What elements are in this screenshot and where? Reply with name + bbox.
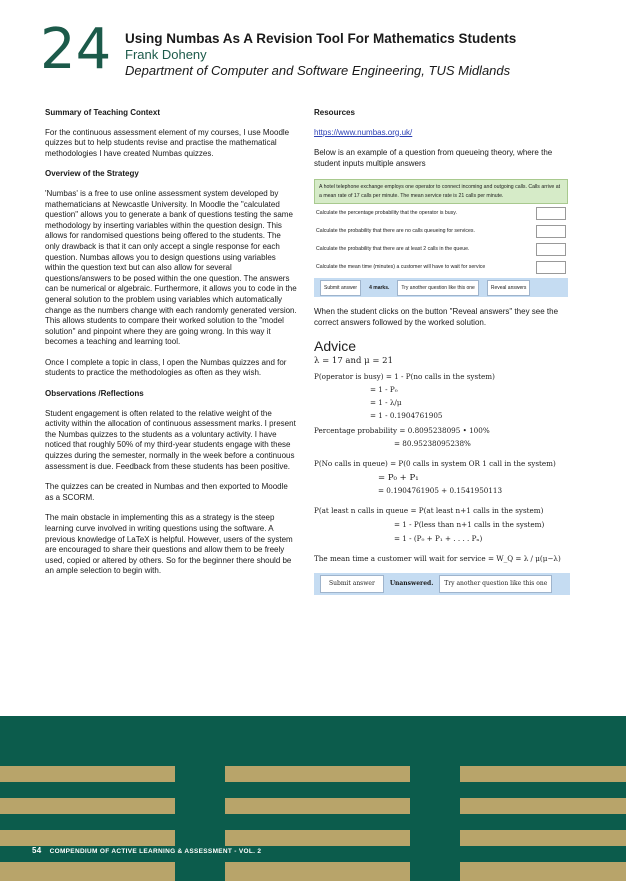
question-text: Calculate the probability that there are at least 2 calls in the queue. [316, 246, 470, 253]
advice-line: = 80.95238095238% [394, 439, 471, 449]
footer-band [0, 716, 626, 766]
advice-title: Advice [314, 337, 357, 354]
advice-line: = 0.1904761905 + 0.1541950113 [378, 486, 503, 496]
advice-line: = 1 - 0.1904761905 [370, 411, 443, 421]
left-column [45, 108, 297, 587]
paragraph: Below is an example of a question from queueing theory, where the student inputs multiple answers [314, 148, 553, 168]
reveal-answers-button[interactable]: Reveal answers [487, 280, 531, 297]
paragraph: 'Numbas' is a free to use online assessment system developed by mathematicians at Newcastle University. In Moodle the "calculated question" allows you to generate a bank of questions testing the same methodology by inserting variables within the question design. This allows for randomised questions being offered to the students. The only drawback is that it can only accept a single response for each question. Numbas allows you to design questions using variables within the question text but can also allow for several questions/answers to be posed within the one question. The answers can be numerical or algebraic. Furthermore, it allows you to code in the general solution to the problem using variables which automatically change as the numbers change with each randomly generated version. This allows students to compare their worked solution to the "model solution" and pinpoint where they are going wrong. In this way it becomes a teaching and learning tool. [45, 188, 297, 347]
advice-line: = 1 - λ/μ [370, 398, 402, 408]
heading-resources: Resources [314, 108, 355, 117]
paragraph: The quizzes can be created in Numbas and then exported to Moodle as a SCORM. [45, 482, 288, 502]
advice-panel [314, 337, 576, 596]
page-number: 54 [32, 846, 42, 855]
advice-line: Percentage probability = 0.8095238095 • 100% [314, 426, 490, 436]
paragraph: For the continuous assessment element of my courses, I use Moodle quizzes but to help students revise and practise the mathematical methodologies I have created Numbas quizzes. [45, 127, 290, 158]
advice-line: = 1 - (P₀ + P₁ + . . . . Pₙ) [394, 534, 483, 544]
submit-answer-button[interactable]: Submit answer [320, 280, 361, 297]
question-row [314, 222, 568, 240]
advice-line: P(at least n calls in queue = P(at least n+1 calls in the system) [314, 506, 544, 516]
footer-stripes [0, 766, 626, 881]
heading-summary: Summary of Teaching Context [45, 108, 160, 117]
advice-line: = 1 - P₀ [370, 385, 398, 395]
question-row [314, 240, 568, 258]
advice-line: λ = 17 and μ = 21 [314, 356, 393, 367]
author-name: Frank Doheny [125, 47, 207, 62]
article-title: Using Numbas As A Revision Tool For Mathematics Students [125, 31, 517, 46]
question-row [314, 258, 568, 276]
paragraph: Once I complete a topic in class, I open the Numbas quizzes and for students to practice the methodologies as often as they wish. [45, 357, 287, 378]
paragraph: When the student clicks on the button "Reveal answers" they see the correct answers followed by the worked solution. [314, 307, 559, 327]
try-another-button[interactable]: Try another question like this one [439, 575, 552, 594]
advice-line: P(No calls in queue) = P(0 calls in system OR 1 call in the system) [314, 459, 556, 469]
question-text: Calculate the mean time (minutes) a customer will have to wait for service [316, 264, 486, 271]
submit-answer-button[interactable]: Submit answer [320, 575, 384, 594]
department: Department of Computer and Software Engineering, TUS Midlands [125, 63, 511, 78]
heading-observations: Observations /Reflections [45, 389, 144, 399]
question-text: Calculate the percentage probability that the operator is busy. [316, 210, 457, 217]
heading-overview: Overview of the Strategy [45, 169, 139, 179]
numbas-link[interactable]: https://www.numbas.org.uk/ [314, 127, 413, 137]
advice-line: = P₀ + P₁ [378, 473, 419, 484]
advice-line: The mean time a customer will wait for service = W_Q = λ / μ(μ−λ) [314, 554, 561, 564]
try-another-button[interactable]: Try another question like this one [397, 280, 478, 297]
question-button-bar [314, 278, 568, 297]
marks-label: 4 marks. [369, 284, 390, 291]
right-column [314, 108, 576, 595]
paragraph: Student engagement is often related to the relative weight of the activity within the allocation of continuous assessment marks. I present the Numbas quizzes to the students as a voluntary activity. I have noticed that roughly 50% of my third-year students engage with these quizzes during the semester, normally in the week before a continuous assessment is due. Feedback from these students has been positive. [45, 408, 296, 471]
answer-input[interactable] [536, 207, 566, 220]
status-label: Unanswered. [389, 579, 434, 587]
question-row [314, 204, 568, 222]
question-text: Calculate the probability that there are no calls queueing for services. [316, 228, 475, 235]
question-example [314, 179, 568, 297]
answer-input[interactable] [536, 225, 566, 238]
answer-input[interactable] [536, 243, 566, 256]
footer [32, 846, 261, 855]
paragraph: The main obstacle in implementing this as a strategy is the steep learning curve involved in writing questions using the software. A previous knowledge of LaTeX is helpful. However, users of the system are encouraged to share their questions and allow them to be freely used, copied or altered by others. So for the beginner there should be an ample selection to begin with. [45, 513, 293, 576]
advice-line: P(operator is busy) = 1 - P(no calls in the system) [314, 372, 495, 382]
chapter-number: 24 [40, 17, 112, 82]
question-intro: A hotel telephone exchange employs one operator to connect incoming and outgoing calls. Calls arrive at a mean rate of 17 calls per minute. The mean service rate is 21 calls per minute. [314, 179, 568, 204]
answer-input[interactable] [536, 261, 566, 274]
advice-button-bar [314, 573, 570, 595]
advice-line: = 1 - P(less than n+1 calls in the system) [394, 520, 545, 530]
footer-text: COMPENDIUM OF ACTIVE LEARNING & ASSESSMENT - VOL. 2 [49, 848, 262, 855]
